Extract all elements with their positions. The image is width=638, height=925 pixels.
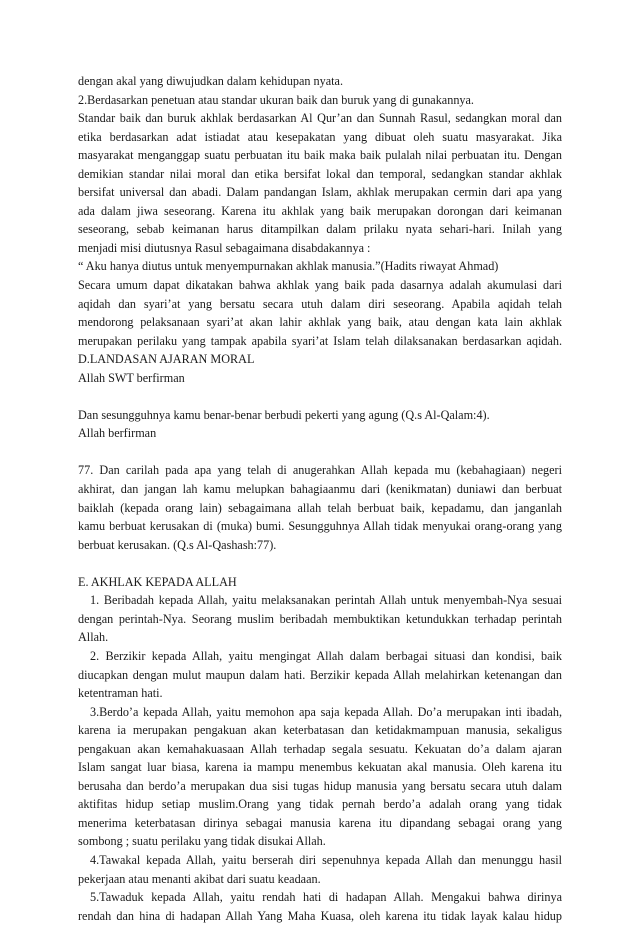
text-line: 4.Tawakal kepada Allah, yaitu berserah diri sepenuhnya kepada Allah dan menunggu hasil — [90, 852, 562, 867]
text-line: aktifitas hidup setiap muslim.Orang yang tidak pernah berdo’a adalah orang yang tidak — [78, 797, 562, 812]
text-line: etika berdasarkan adat istiadat atau kesepakatan yang dibuat oleh suatu masyarakat. Jika — [78, 129, 562, 144]
text-line: E. AKHLAK KEPADA ALLAH — [78, 574, 237, 589]
text-line: dengan perintah-Nya. Seorang muslim beribadah membuktikan ketundukkan terhadap perintah — [78, 611, 562, 626]
text-line: aqidah dan syari’at yang bersatu secara utuh dalam diri seseorang. Apabila aqidah telah — [78, 296, 562, 311]
text-line: karena ia merupakan pengakuan akan keterbatasan dan ketidakmampuan manusia, sekaligus — [78, 723, 562, 738]
text-line: 2.Berdasarkan penetuan atau standar ukuran baik dan buruk yang di gunakannya. — [78, 92, 474, 107]
blank-line — [78, 387, 562, 406]
text-line: merupakan perilaku yang tampak apabila syari’at Islam telah dilaksanakan berdasarkan aqidah. — [78, 333, 562, 348]
text-line: 77. Dan carilah pada apa yang telah di anugerahkan Allah kepada mu (kebahagiaan) negeri — [78, 463, 562, 478]
text-line: berbuat kerusakan. (Q.s Al-Qashash:77). — [78, 537, 277, 552]
text-line: rendah dan hina di hadapan Allah Yang Maha Kuasa, oleh karena itu tidak layak kalau hidup — [78, 908, 562, 923]
text-line: dengan akal yang diwujudkan dalam kehidupan nyata. — [78, 74, 343, 88]
text-line: seseorang, sebab keimanan harus ditampilkan dalam prilaku nyata sehari-hari. Inilah yang — [78, 222, 562, 237]
text-line: pengakuan akan kemahakuasaan Allah terhadap segala sesuatu. Kekuatan do’a dalam ajaran — [78, 741, 562, 756]
text-line: ketentraman hati. — [78, 686, 163, 701]
text-line: bersifat universal dan abadi. Dalam pandangan Islam, akhlak merupakan cermin dari apa yang — [78, 185, 562, 200]
text-line: Secara umum dapat dikatakan bahwa akhlak yang baik pada dasarnya adalah akumulasi dari — [78, 278, 562, 293]
text-line: Islam sangat luar biasa, karena ia mampu menembus kekuatan akal manusia. Oleh karena itu — [78, 760, 562, 775]
text-line: mendorong pelaksanaan syari’at akan lahir akhlak yang baik, atau dengan kata lain akhlak — [78, 315, 562, 330]
text-line: sombong ; suatu perilaku yang tidak disukai Allah. — [78, 834, 326, 849]
text-line: masyarakat menganggap suatu perbuatan itu baik maka baik pulalah nilai perbuatan itu. Dengan — [78, 148, 562, 163]
text-line: pekerjaan atau menanti akibat dari suatu keadaan. — [78, 871, 321, 886]
text-line: ada dalam jiwa seseorang. Karena itu akhlak yang baik merupakan dorongan dari keimanan — [78, 203, 562, 218]
document-page — [78, 72, 562, 925]
text-line: Dan sesungguhnya kamu benar-benar berbudi pekerti yang agung (Q.s Al-Qalam:4). — [78, 407, 490, 422]
text-line: D.LANDASAN AJARAN MORAL — [78, 352, 255, 367]
text-line: 3.Berdo’a kepada Allah, yaitu memohon apa saja kepada Allah. Do’a merupakan inti ibadah, — [90, 704, 562, 719]
text-line: Allah SWT berfirman — [78, 370, 185, 385]
text-line: demikian standar nilai moral dan etika bersifat lokal dan temporal, sedangkan standar akhlak — [78, 166, 562, 181]
text-line: menjadi misi diutusnya Rasul sebagaimana disabdakannya : — [78, 240, 371, 255]
text-line: diucapkan dengan mulut maupun dalam hati. Berzikir kepada Allah melahirkan ketenangan dan — [78, 667, 562, 682]
text-line: 2. Berzikir kepada Allah, yaitu mengingat Allah dalam berbagai situasi dan kondisi, baik — [90, 648, 562, 663]
blank-line — [78, 554, 562, 573]
text-line: “ Aku hanya diutus untuk menyempurnakan akhlak manusia.”(Hadits riwayat Ahmad) — [78, 259, 499, 274]
text-line: baiklah (kepada orang lain) sebagaimana allah telah berbuat baik, kepadamu, dan janganlah — [78, 500, 562, 515]
text-line: berusaha dan berdo’a merupakan dua sisi tugas hidup manusia yang bersatu secara utuh dalam — [78, 778, 562, 793]
text-line: akhirat, dan jangan lah kamu melupkan bahagiaanmu dari (kenikmatan) duniawi dan berbuat — [78, 482, 562, 497]
text-line: Standar baik dan buruk akhlak berdasarkan Al Qur’an dan Sunnah Rasul, sedangkan moral dan — [78, 111, 562, 126]
text-line: Allah berfirman — [78, 426, 157, 441]
text-line: menerima keterbatasan dirinya sebagai manusia karena itu dipandang sebagai orang yang — [78, 815, 562, 830]
text-line: kamu berbuat kerusakan di (muka) bumi. Sesungguhnya Allah tidak menyukai orang-orang yang — [78, 519, 562, 534]
text-line: 5.Tawaduk kepada Allah, yaitu rendah hati di hadapan Allah. Mengakui bahwa dirinya — [90, 890, 562, 905]
text-line: Allah. — [78, 630, 109, 645]
text-line: 1. Beribadah kepada Allah, yaitu melaksanakan perintah Allah untuk menyembah-Nya sesuai — [90, 593, 562, 608]
blank-line — [78, 443, 562, 462]
